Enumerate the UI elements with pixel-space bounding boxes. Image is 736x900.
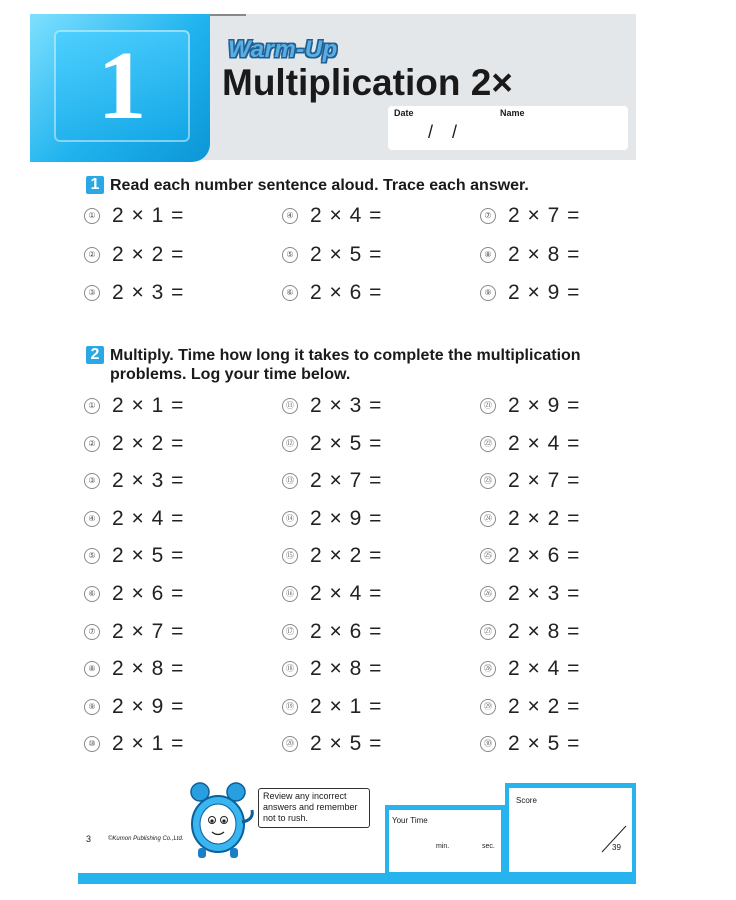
problem-expression: 2 × 3 = (112, 281, 185, 304)
problem-number: ⑫ (282, 436, 298, 452)
problem-number: ⑨ (480, 285, 496, 301)
problem-number: ④ (282, 208, 298, 224)
problem-number: ⑪ (282, 398, 298, 414)
problem-number: ⑧ (480, 247, 496, 263)
problem-item[interactable] (282, 504, 382, 534)
problem-number: ② (84, 247, 100, 263)
problem-item[interactable] (84, 466, 184, 496)
problem-number: ㉘ (480, 661, 496, 677)
reminder-speech-bubble: Review any incorrect answers and remember not to rush. (258, 788, 370, 828)
problem-expression: 2 × 9 = (508, 394, 581, 417)
problem-expression: 2 × 8 = (508, 619, 581, 643)
problem-number: ⑳ (282, 736, 298, 752)
problem-expression: 2 × 6 = (310, 619, 383, 643)
problem-number: ⑥ (84, 586, 100, 602)
problem-number: ⑦ (84, 624, 100, 640)
problem-number: ㉔ (480, 511, 496, 527)
problem-number: ㉚ (480, 736, 496, 752)
problem-expression: 2 × 1 = (112, 732, 185, 756)
problem-item[interactable] (282, 278, 382, 308)
problem-expression: 2 × 7 = (508, 469, 581, 493)
problem-expression: 2 × 7 = (310, 469, 383, 493)
problem-item[interactable] (480, 579, 580, 609)
problem-expression: 2 × 6 = (112, 582, 185, 605)
section-1-instruction: Read each number sentence aloud. Trace each answer. (110, 177, 529, 194)
problem-number: ⑲ (282, 699, 298, 715)
problem-expression: 2 × 5 = (310, 242, 383, 266)
problem-item[interactable] (282, 391, 382, 421)
problem-number: ③ (84, 473, 100, 489)
section-1-number: 1 (86, 176, 104, 194)
problem-expression: 2 × 4 = (310, 204, 383, 227)
alarm-clock-mascot-icon (186, 782, 258, 860)
problem-expression: 2 × 5 = (310, 732, 383, 756)
problem-number: ⑧ (84, 661, 100, 677)
problem-expression: 2 × 2 = (508, 506, 581, 530)
problem-item[interactable] (282, 692, 382, 722)
problem-expression: 2 × 9 = (310, 506, 383, 530)
problem-item[interactable] (480, 429, 580, 459)
problem-item[interactable] (84, 692, 184, 722)
date-label: Date (394, 108, 414, 118)
problem-item[interactable] (480, 240, 580, 270)
problem-item[interactable] (84, 240, 184, 270)
problem-number: ⑭ (282, 511, 298, 527)
problem-item[interactable] (480, 541, 580, 571)
problem-expression: 2 × 8 = (310, 657, 383, 681)
page-title: Multiplication 2× (222, 62, 513, 103)
date-slashes: / / (428, 122, 458, 142)
problem-item[interactable] (84, 729, 184, 759)
problem-expression: 2 × 4 = (112, 506, 185, 530)
problem-item[interactable] (282, 617, 382, 647)
copyright: ©Kumon Publishing Co.,Ltd. (108, 836, 184, 842)
unit-number: 1 (97, 32, 147, 140)
page-number: 3 (86, 834, 92, 844)
problem-number: ⑤ (84, 548, 100, 564)
problem-number: ② (84, 436, 100, 452)
problem-item[interactable] (282, 466, 382, 496)
problem-expression: 2 × 8 = (508, 242, 581, 266)
problem-item[interactable] (84, 278, 184, 308)
problem-expression: 2 × 2 = (112, 431, 185, 455)
problem-item[interactable] (84, 504, 184, 534)
problem-number: ㉒ (480, 436, 496, 452)
problem-number: ③ (84, 285, 100, 301)
problem-expression: 2 × 3 = (112, 469, 185, 493)
problem-expression: 2 × 5 = (310, 431, 383, 455)
problem-item[interactable] (84, 429, 184, 459)
problem-expression: 2 × 8 = (112, 657, 185, 681)
problem-number: ⑦ (480, 208, 496, 224)
problem-item[interactable] (84, 391, 184, 421)
problem-number: ㉑ (480, 398, 496, 414)
problem-item[interactable] (84, 617, 184, 647)
problem-number: ⑱ (282, 661, 298, 677)
problem-expression: 2 × 2 = (310, 544, 383, 568)
problem-expression: 2 × 3 = (310, 394, 383, 417)
problem-item[interactable] (282, 429, 382, 459)
problem-item[interactable] (480, 391, 580, 421)
problem-expression: 2 × 5 = (112, 544, 185, 568)
problem-item[interactable] (480, 504, 580, 534)
problem-expression: 2 × 6 = (508, 544, 581, 568)
problem-item[interactable] (480, 654, 580, 684)
problem-item[interactable] (480, 466, 580, 496)
problem-number: ① (84, 208, 100, 224)
problem-number: ① (84, 398, 100, 414)
problem-expression: 2 × 7 = (112, 619, 185, 643)
problem-expression: 2 × 2 = (112, 242, 185, 266)
problem-number: ⑮ (282, 548, 298, 564)
problem-number: ⑩ (84, 736, 100, 752)
problem-item[interactable] (84, 541, 184, 571)
problem-item[interactable] (282, 541, 382, 571)
problem-expression: 2 × 6 = (310, 281, 383, 304)
problem-item[interactable] (282, 240, 382, 270)
problem-item[interactable] (282, 201, 382, 231)
problem-item[interactable] (282, 654, 382, 684)
score-total: 39 (612, 843, 621, 852)
problem-expression: 2 × 7 = (508, 204, 581, 227)
problem-item[interactable] (84, 201, 184, 231)
problem-number: ㉕ (480, 548, 496, 564)
minutes-label: min. (436, 843, 450, 850)
problem-expression: 2 × 5 = (508, 732, 581, 756)
problem-item[interactable] (84, 579, 184, 609)
problem-item[interactable] (480, 692, 580, 722)
problem-number: ⑯ (282, 586, 298, 602)
score-label: Score (516, 796, 537, 805)
problem-item[interactable] (480, 201, 580, 231)
problem-item[interactable] (480, 278, 580, 308)
problem-expression: 2 × 1 = (112, 204, 185, 227)
problem-item[interactable] (282, 579, 382, 609)
problem-expression: 2 × 2 = (508, 694, 581, 718)
section-2-instruction-line-2: problems. Log your time below. (110, 366, 351, 383)
section-2-instruction-line-1: Multiply. Time how long it takes to complete the multiplication (110, 347, 581, 364)
problem-item[interactable] (480, 729, 580, 759)
warm-up-kicker: Warm-Up (228, 36, 338, 63)
problem-item[interactable] (282, 729, 382, 759)
name-label: Name (500, 108, 525, 118)
problem-expression: 2 × 1 = (112, 394, 185, 417)
problem-number: ⑤ (282, 247, 298, 263)
problem-number: ⑰ (282, 624, 298, 640)
problem-expression: 2 × 9 = (112, 694, 185, 718)
problem-number: ㉙ (480, 699, 496, 715)
problem-item[interactable] (84, 654, 184, 684)
section-2-number: 2 (86, 346, 104, 364)
problem-expression: 2 × 4 = (310, 582, 383, 605)
problem-item[interactable] (480, 617, 580, 647)
problem-expression: 2 × 3 = (508, 582, 581, 605)
problem-expression: 2 × 4 = (508, 657, 581, 681)
problem-expression: 2 × 9 = (508, 281, 581, 304)
problem-expression: 2 × 4 = (508, 431, 581, 455)
problem-number: ㉖ (480, 586, 496, 602)
problem-number: ㉗ (480, 624, 496, 640)
problem-number: ⑨ (84, 699, 100, 715)
problem-number: ㉓ (480, 473, 496, 489)
your-time-label: Your Time (392, 816, 428, 825)
problem-expression: 2 × 1 = (310, 694, 383, 718)
problem-number: ⑥ (282, 285, 298, 301)
seconds-label: sec. (482, 843, 495, 850)
problem-number: ④ (84, 511, 100, 527)
problem-number: ⑬ (282, 473, 298, 489)
